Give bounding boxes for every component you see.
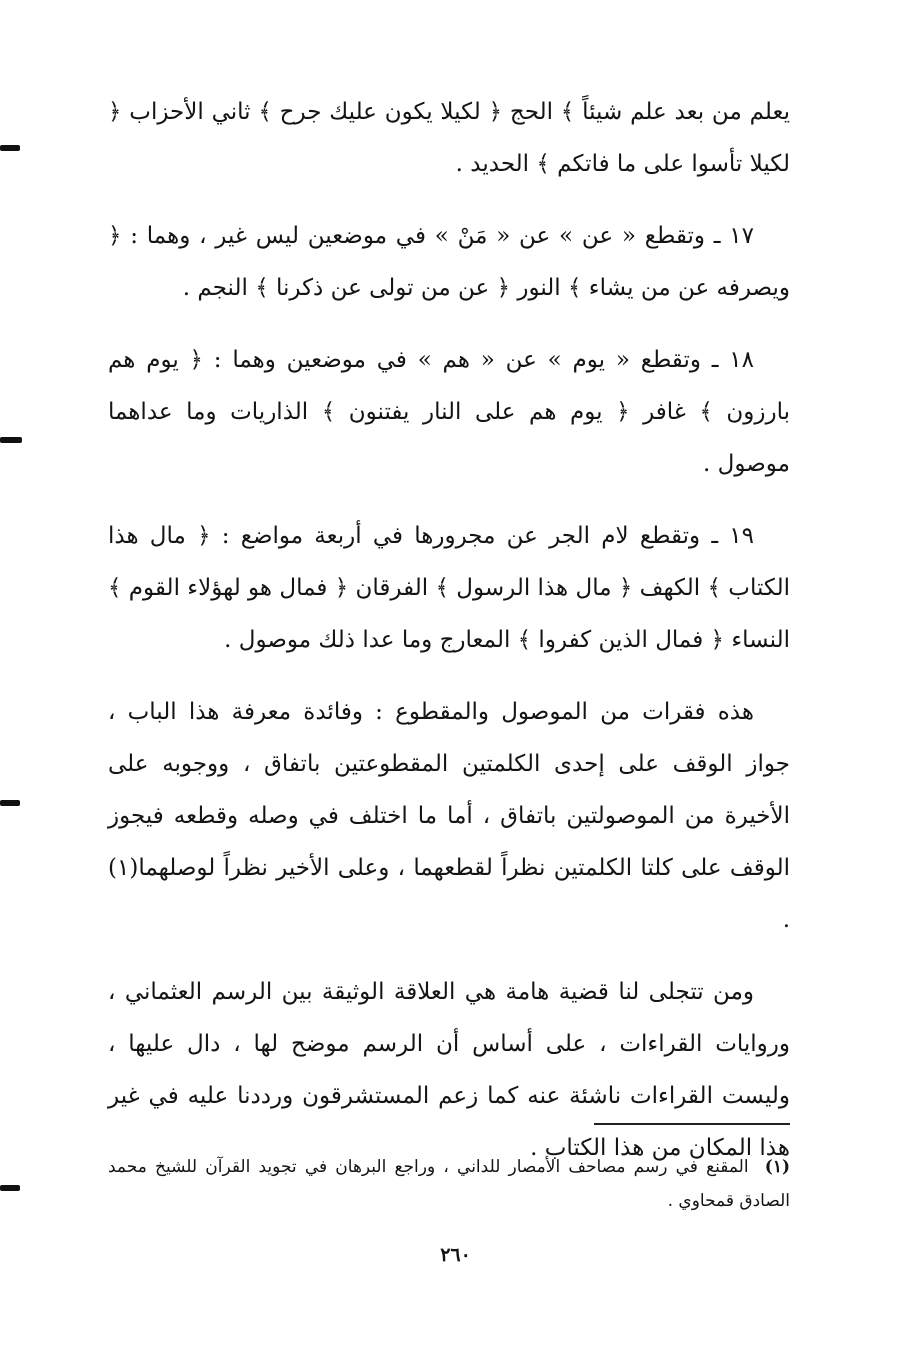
paragraph-continuation: يعلم من بعد علم شيئاً ﴾ الحج ﴿ لكيلا يكون عليك جرح ﴾ ثاني الأحزاب ﴿ لكيلا تأسوا على ما فاتكم ﴾ الحديد . bbox=[108, 99, 790, 177]
paragraph-rule-17: ١٧ ـ وتقطع « عن » عن « مَنْ » في موضعين ليس غير ، وهما : ﴿ ويصرفه عن من يشاء ﴾ النور ﴿ عن من تولى عن ذكرنا ﴾ النجم . bbox=[108, 223, 790, 301]
scan-edge-mark bbox=[0, 145, 20, 151]
paragraph-conclusion: ومن تتجلى لنا قضية هامة هي العلاقة الوثيقة بين الرسم العثماني ، وروايات القراءات ، على أساس أن الرسم موضح لها ، دال عليها ، وليست القراءات ناشئة عنه كما زعم المستشرقون ورددنا عليه في غير هذا المكان من هذا الكتاب . bbox=[108, 979, 790, 1161]
paragraph-summary: هذه فقرات من الموصول والمقطوع : وفائدة معرفة هذا الباب ، جواز الوقف على إحدى الكلمتين المقطوعتين باتفاق ، ووجوبه على الأخيرة من الموصولتين باتفاق ، أما ما اختلف في وصله وقطعه فيجوز الوقف على كلتا الكلمتين نظراً لقطعهما ، وعلى الأخير نظراً لوصلهما(١) . bbox=[108, 699, 790, 933]
paragraph-rule-19: ١٩ ـ وتقطع لام الجر عن مجرورها في أربعة مواضع : ﴿ مال هذا الكتاب ﴾ الكهف ﴿ مال هذا الرسول ﴾ الفرقان ﴿ فمال هو لهؤلاء القوم ﴾ النساء ﴿ فمال الذين كفروا ﴾ المعارج وما عدا ذلك موصول . bbox=[108, 523, 790, 653]
scan-edge-mark bbox=[0, 437, 22, 443]
footnote-text: المقنع في رسم مصاحف الأمصار للداني ، وراجع البرهان في تجويد القرآن للشيخ محمد الصادق قمحاوي . bbox=[108, 1157, 790, 1211]
footnote-divider bbox=[594, 1123, 790, 1125]
main-text bbox=[108, 86, 790, 1194]
paragraph-rule-18: ١٨ ـ وتقطع « يوم » عن « هم » في موضعين وهما : ﴿ يوم هم بارزون ﴾ غافر ﴿ يوم هم على النار يفتنون ﴾ الذاريات وما عداهما موصول . bbox=[108, 347, 790, 477]
scan-edge-mark bbox=[0, 1185, 20, 1191]
footnote-marker: (١) bbox=[764, 1157, 790, 1177]
scan-edge-mark bbox=[0, 800, 20, 806]
page-number: ٢٦٠ bbox=[440, 1244, 471, 1266]
footnote bbox=[108, 1150, 790, 1218]
